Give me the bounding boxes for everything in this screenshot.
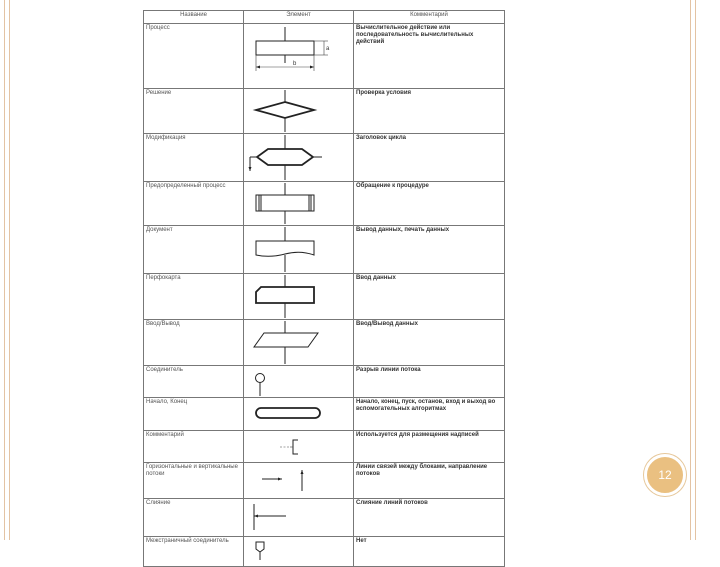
- table-row: [144, 320, 505, 366]
- off-page-connector-icon: [244, 537, 354, 567]
- connector-circle-icon: [244, 366, 354, 398]
- row-name: Горизонтальные и вертикальные потоки: [144, 463, 244, 499]
- row-name: Решение: [144, 89, 244, 134]
- row-name: Ввод/Вывод: [144, 320, 244, 366]
- row-name: Перфокарта: [144, 274, 244, 320]
- row-name: Предопределенный процесс: [144, 182, 244, 226]
- row-comment: Ввод данных: [354, 274, 505, 320]
- table-row: [144, 134, 505, 182]
- header-name: Название: [144, 11, 244, 24]
- row-name: Процесс: [144, 24, 244, 89]
- header-element: Элемент: [244, 11, 354, 24]
- table-row: [144, 499, 505, 537]
- row-comment: Заголовок цикла: [354, 134, 505, 182]
- row-name: Модификация: [144, 134, 244, 182]
- row-name: Межстраничный соединитель: [144, 537, 244, 567]
- table-row: [144, 537, 505, 567]
- symbols-table: [143, 10, 505, 567]
- document-icon: [244, 226, 354, 274]
- row-name: Документ: [144, 226, 244, 274]
- row-comment: Вывод данных, печать данных: [354, 226, 505, 274]
- table-row: [144, 226, 505, 274]
- table-row: [144, 89, 505, 134]
- punch-card-icon: [244, 274, 354, 320]
- dimension-a-label: a: [326, 46, 330, 52]
- row-comment: Слияние линий потоков: [354, 499, 505, 537]
- row-name: Слияние: [144, 499, 244, 537]
- table-row: [144, 366, 505, 398]
- table-row: [144, 182, 505, 226]
- row-comment: Используется для размещения надписей: [354, 431, 505, 463]
- page-number-badge: 12: [644, 454, 686, 496]
- left-frame-border: [4, 0, 10, 540]
- table-row: [144, 431, 505, 463]
- decision-diamond-icon: [244, 89, 354, 134]
- header-comment: Комментарий: [354, 11, 505, 24]
- merge-icon: [244, 499, 354, 537]
- row-comment: Разрыв линии потока: [354, 366, 505, 398]
- row-comment: Начало, конец, пуск, останов, вход и выход во вспомогательных алгоритмах: [354, 398, 505, 431]
- row-comment: Ввод/Вывод данных: [354, 320, 505, 366]
- table-row: [144, 398, 505, 431]
- row-comment: Нет: [354, 537, 505, 567]
- table-row: [144, 463, 505, 499]
- modification-hexagon-icon: [244, 134, 354, 182]
- row-name: Соединитель: [144, 366, 244, 398]
- terminator-icon: [244, 398, 354, 431]
- input-output-parallelogram-icon: [244, 320, 354, 366]
- process-rectangle-icon: [244, 24, 354, 89]
- dimension-b-label: b: [293, 61, 297, 67]
- table-row: [144, 274, 505, 320]
- table-header-row: [144, 11, 505, 24]
- flow-lines-icon: [244, 463, 354, 499]
- row-comment: Вычислительное действие или последовательность вычислительных действий: [354, 24, 505, 89]
- row-comment: Проверка условия: [354, 89, 505, 134]
- row-comment: Линии связей между блоками, направление потоков: [354, 463, 505, 499]
- comment-bracket-icon: [244, 431, 354, 463]
- predefined-process-icon: [244, 182, 354, 226]
- right-frame-border: [690, 0, 696, 540]
- row-name: Комментарий: [144, 431, 244, 463]
- flowchart-symbols-table: [143, 10, 504, 544]
- row-name: Начало, Конец: [144, 398, 244, 431]
- table-row: [144, 24, 505, 89]
- row-comment: Обращение к процедуре: [354, 182, 505, 226]
